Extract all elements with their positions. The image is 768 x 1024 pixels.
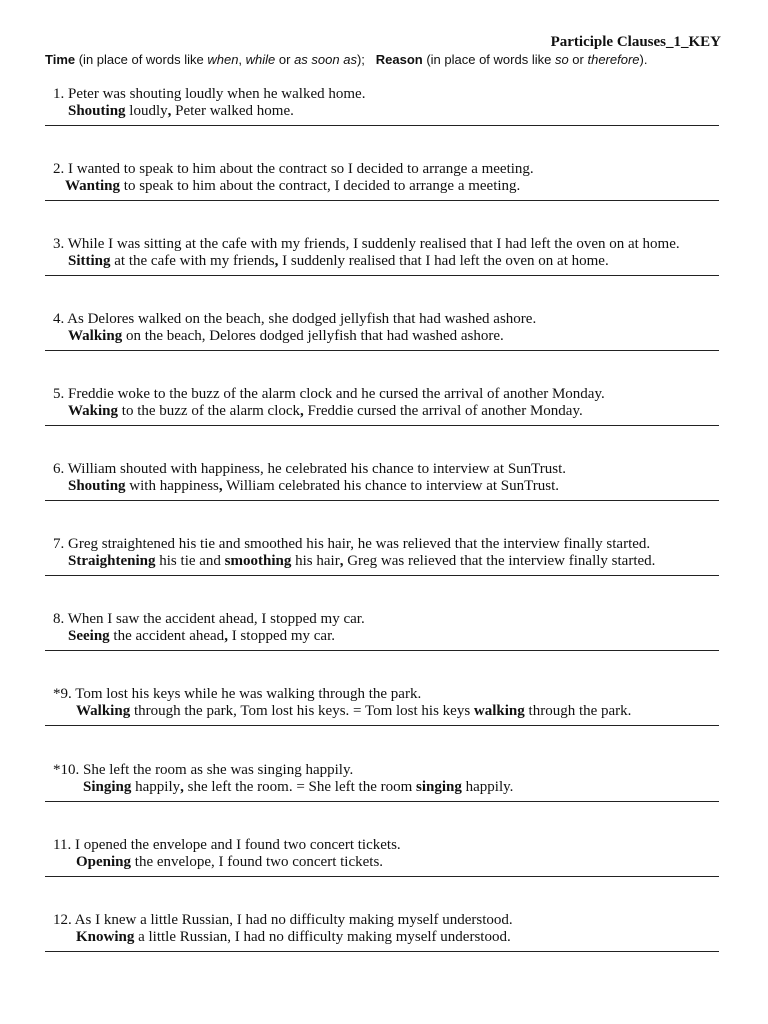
participle-highlight: , — [339, 553, 344, 569]
participle-highlight: smoothing — [224, 553, 292, 569]
answer-line — [45, 275, 719, 276]
answer-line — [45, 200, 719, 201]
time-text: (in place of words like — [75, 52, 208, 67]
answer-text: at the cafe with my friends — [110, 253, 275, 269]
original-sentence: 4. As Delores walked on the beach, she dodged jellyfish that had washed ashore. — [53, 311, 537, 327]
answer-text: I suddenly realised that I had left the oven on at home. — [278, 253, 609, 269]
participle-highlight: , — [167, 103, 172, 119]
answer-line — [45, 650, 719, 651]
instructions — [45, 52, 647, 67]
participle-highlight: Wanting — [65, 178, 121, 194]
reason-example-so: so — [554, 52, 569, 67]
reason-text: (in place of words like — [422, 52, 555, 67]
answer-line — [45, 125, 719, 126]
answer-sentence — [76, 929, 511, 946]
participle-highlight: Shouting — [68, 103, 126, 119]
participle-highlight: Singing — [83, 779, 132, 795]
answer-sentence — [68, 328, 504, 345]
original-sentence: 5. Freddie woke to the buzz of the alarm clock and he cursed the arrival of another Monday. — [53, 386, 605, 402]
answer-text: on the beach, Delores dodged jellyfish that had washed ashore. — [122, 328, 504, 344]
time-example-when: when — [207, 52, 239, 67]
participle-highlight: Waking — [68, 403, 119, 419]
answer-line — [45, 500, 719, 501]
participle-highlight: Knowing — [76, 929, 135, 945]
participle-highlight: Walking — [76, 703, 131, 719]
time-or: or — [275, 52, 295, 67]
participle-highlight: Straightening — [68, 553, 156, 569]
answer-text: loudly — [125, 103, 168, 119]
participle-highlight: , — [180, 779, 184, 795]
participle-highlight: , — [218, 478, 223, 494]
participle-highlight: , — [224, 628, 228, 644]
answer-sentence — [68, 628, 335, 645]
answer-line — [45, 425, 719, 426]
original-sentence: 1. Peter was shouting loudly when he walked home. — [53, 86, 366, 102]
participle-highlight: , — [274, 253, 279, 269]
answer-line — [45, 575, 719, 576]
answer-line — [45, 876, 719, 877]
answer-text: happily. — [461, 779, 514, 795]
answer-text: the accident ahead — [109, 628, 225, 644]
original-sentence: 2. I wanted to speak to him about the contract so I decided to arrange a meeting. — [53, 161, 534, 177]
answer-text: to the buzz of the alarm clock — [118, 403, 301, 419]
participle-highlight: , — [300, 403, 304, 419]
answer-text: with happiness — [125, 478, 219, 494]
original-sentence: *9. Tom lost his keys while he was walking through the park. — [53, 686, 422, 702]
reason-or: or — [568, 52, 588, 67]
answer-text: to speak to him about the contract, I decided to arrange a meeting. — [120, 178, 521, 194]
answer-line — [45, 951, 719, 952]
answer-text: through the park, Tom lost his keys. = Tom lost his keys — [130, 703, 474, 719]
participle-highlight: Shouting — [68, 478, 126, 494]
participle-highlight: Seeing — [68, 628, 110, 644]
answer-text: Greg was relieved that the interview finally started. — [343, 553, 656, 569]
answer-sentence — [65, 178, 520, 195]
time-example-while: while — [245, 52, 276, 67]
original-sentence: 12. As I knew a little Russian, I had no difficulty making myself understood. — [53, 912, 513, 928]
answer-text: I stopped my car. — [227, 628, 335, 644]
time-label: Time — [45, 52, 76, 67]
answer-text: she left the room. = She left the room — [183, 779, 417, 795]
answer-text: through the park. — [524, 703, 632, 719]
reason-close: ). — [639, 52, 648, 67]
page-title: Participle Clauses_1_KEY — [550, 34, 721, 50]
answer-text: a little Russian, I had no difficulty making myself understood. — [134, 929, 511, 945]
answer-sentence — [83, 779, 513, 796]
original-sentence: 7. Greg straightened his tie and smoothed his hair, he was relieved that the interview finally started. — [53, 536, 651, 552]
answer-line — [45, 725, 719, 726]
answer-sentence — [76, 703, 631, 720]
participle-highlight: Sitting — [68, 253, 111, 269]
participle-highlight: singing — [416, 779, 462, 795]
original-sentence: 6. William shouted with happiness, he celebrated his chance to interview at SunTrust. — [53, 461, 567, 477]
answer-sentence — [68, 103, 294, 120]
original-sentence: 11. I opened the envelope and I found two concert tickets. — [53, 837, 401, 853]
answer-text: happily — [131, 779, 181, 795]
original-sentence: 3. While I was sitting at the cafe with my friends, I suddenly realised that I had left the oven on at home. — [53, 236, 680, 252]
answer-text: his hair — [291, 553, 340, 569]
participle-highlight: Opening — [76, 854, 132, 870]
time-example-as-soon-as: as soon as — [294, 52, 357, 67]
answer-text: his tie and — [155, 553, 225, 569]
answer-text: Peter walked home. — [171, 103, 294, 119]
answer-sentence — [76, 854, 383, 871]
answer-text: the envelope, I found two concert tickets. — [131, 854, 384, 870]
answer-sentence — [68, 553, 655, 570]
answer-text: William celebrated his chance to interview at SunTrust. — [222, 478, 560, 494]
time-separator: , — [238, 52, 246, 67]
original-sentence: 8. When I saw the accident ahead, I stopped my car. — [53, 611, 365, 627]
answer-line — [45, 350, 719, 351]
answer-line — [45, 801, 719, 802]
answer-sentence — [68, 403, 583, 420]
participle-highlight: walking — [473, 703, 525, 719]
reason-label: Reason — [375, 52, 423, 67]
participle-highlight: Walking — [68, 328, 123, 344]
reason-example-therefore: therefore — [587, 52, 640, 67]
answer-text: Freddie cursed the arrival of another Monday. — [303, 403, 583, 419]
answer-sentence — [68, 478, 559, 495]
time-close: ); — [356, 52, 365, 67]
answer-sentence — [68, 253, 609, 270]
original-sentence: *10. She left the room as she was singing happily. — [53, 762, 354, 778]
